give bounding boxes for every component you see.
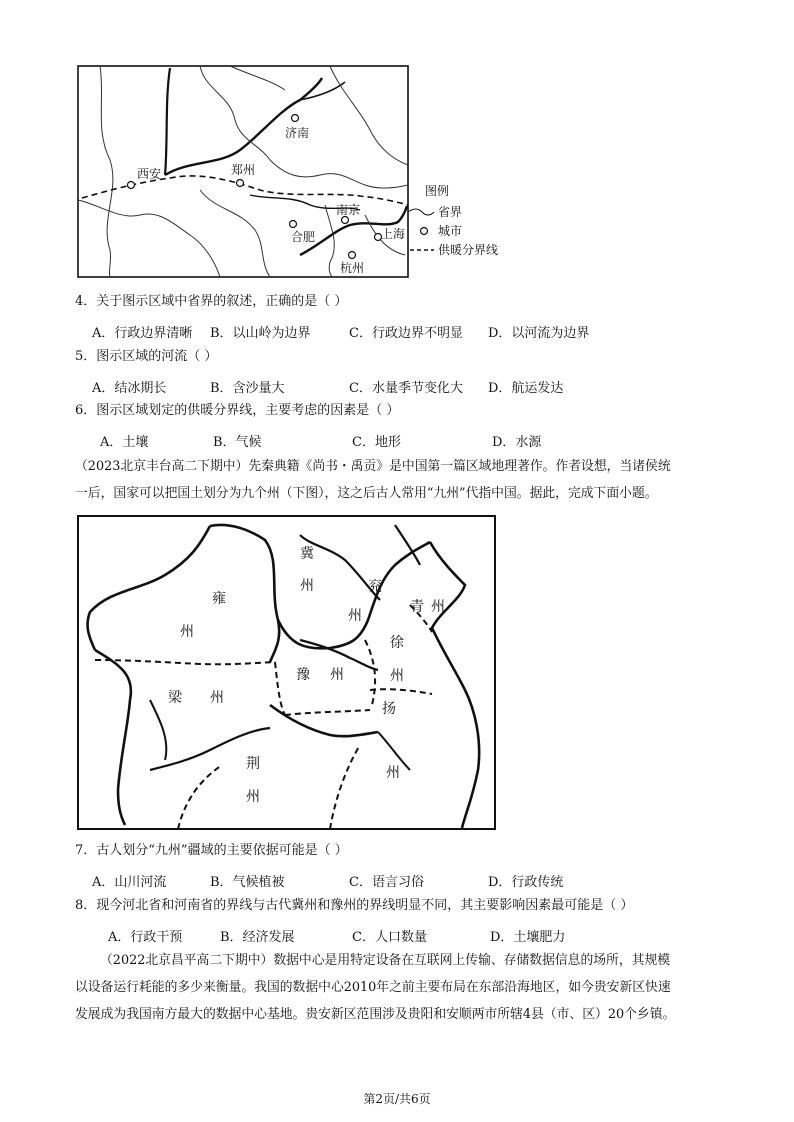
intro3-line1: （2022北京昌平高二下期中）数据中心是用特定设备在互联网上传输、存储数据信息的场所，其规模 [100, 953, 671, 968]
label-yang-2: 州 [386, 765, 400, 781]
question-7-stem: 7．古人划分“九州”疆域的主要依据可能是（ ） [75, 843, 348, 858]
q6-option-c[interactable]: C．地形 [352, 435, 401, 450]
map2-frame [78, 516, 495, 829]
map2-division [178, 765, 222, 829]
city-hefei-label: 合肥 [291, 230, 316, 244]
label-yong-2: 州 [180, 624, 194, 640]
map2-boundary [462, 690, 479, 828]
question-4-stem: 4．关于图示区域中省界的叙述，正确的是（ ） [75, 294, 348, 309]
q4-option-a[interactable]: A．行政边界清晰 [92, 326, 193, 341]
label-liang-2: 州 [210, 690, 224, 706]
question-6-stem: 6．图示区域划定的供暖分界线，主要考虑的因素是（ ） [75, 403, 400, 418]
label-yong-1: 雍 [212, 591, 226, 607]
map2-river [150, 700, 166, 760]
label-jing-2: 州 [246, 789, 260, 805]
question-5-stem: 5．图示区域的河流（ ） [75, 349, 218, 364]
legend-boundary-label: 省界 [438, 205, 463, 219]
intro2-line1: （2023北京丰台高二下期中）先秦典籍《尚书・禹贡》是中国第一篇区域地理著作。作者设想，当诸侯统 [75, 459, 671, 474]
map2-river-yangtze [270, 705, 378, 736]
city-xian-label: 西安 [137, 167, 162, 181]
page-footer: 第2页/共6页 [363, 1092, 431, 1106]
question-8-stem: 8．现今河北省和河南省的界线与古代冀州和豫州的界线明显不同，其主要影响因素最可能是（ ） [75, 898, 634, 913]
label-jing-1: 荆 [246, 756, 260, 772]
q7-option-d[interactable]: D．行政传统 [488, 875, 564, 890]
city-shanghai-label: 上海 [381, 227, 406, 241]
map2-boundary [95, 650, 131, 825]
map2-division [365, 640, 375, 705]
map2-division [285, 710, 370, 715]
q4-option-c[interactable]: C．行政边界不明显 [349, 326, 463, 341]
q7-option-a[interactable]: A．山川河流 [92, 875, 167, 890]
q8-option-b[interactable]: B．经济发展 [220, 930, 295, 945]
q5-option-c[interactable]: C．水量季节变化大 [349, 381, 463, 396]
city-nanjing-label: 南京 [336, 203, 361, 217]
label-qing-2: 州 [431, 599, 445, 615]
map2-division [95, 660, 275, 664]
map2-division [275, 662, 285, 715]
label-xu-2: 州 [390, 668, 404, 684]
q6-option-b[interactable]: B．气候 [213, 435, 262, 450]
q8-option-c[interactable]: C．人口数量 [352, 930, 427, 945]
q5-option-d[interactable]: D．航运发达 [488, 381, 564, 396]
label-yu-1: 豫 [296, 667, 310, 683]
label-yan-2: 州 [348, 608, 362, 624]
city-zhengzhou-label: 郑州 [231, 163, 256, 177]
legend-city-label: 城市 [438, 224, 463, 238]
q5-option-a[interactable]: A．结冰期长 [92, 381, 167, 396]
label-ji-1: 冀 [300, 546, 314, 562]
legend-title: 图例 [425, 184, 450, 198]
intro3-line3: 发展成为我国南方最大的数据中心基地。贵安新区范围涉及贵阳和安顺两市所辖4县（市、区）20个乡镇。 [75, 1007, 676, 1022]
label-yang-1: 扬 [382, 701, 396, 717]
q8-option-a[interactable]: A．行政干预 [108, 930, 183, 945]
city-jinan-label: 济南 [285, 126, 310, 140]
map2-boundary [430, 542, 465, 690]
q4-option-b[interactable]: B．以山岭为边界 [210, 326, 311, 341]
city-hangzhou-label: 杭州 [340, 261, 365, 275]
q5-option-b[interactable]: B．含沙量大 [210, 381, 285, 396]
q7-option-b[interactable]: B．气候植被 [210, 875, 285, 890]
q4-option-d[interactable]: D．以河流为边界 [488, 326, 590, 341]
legend-heating-label: 供暖分界线 [438, 243, 499, 257]
map2-division [330, 745, 360, 829]
q7-option-c[interactable]: C．语言习俗 [349, 875, 424, 890]
label-yan-1: 兖 [368, 579, 382, 595]
label-yu-2: 州 [330, 667, 344, 683]
map2-boundary [395, 525, 420, 565]
map2-division [370, 689, 432, 694]
intro3-line2: 以设备运行耗能的多少来衡量。我国的数据中心2010年之前主要布局在东部沿海地区，如今贵安新区快速 [75, 980, 671, 995]
label-xu-1: 徐 [390, 635, 404, 651]
label-liang-1: 梁 [168, 690, 182, 706]
q8-option-d[interactable]: D．土壤肥力 [490, 930, 566, 945]
label-qing-1: 青 [410, 599, 424, 615]
q6-option-a[interactable]: A．土壤 [100, 435, 149, 450]
label-ji-2: 州 [300, 578, 314, 594]
intro2-line2: 一后，国家可以把国土划分为九个州（下图），这之后古人常用“九州”代指中国。据此，完成下面小题。 [75, 486, 658, 501]
q6-option-d[interactable]: D．水源 [492, 435, 542, 450]
